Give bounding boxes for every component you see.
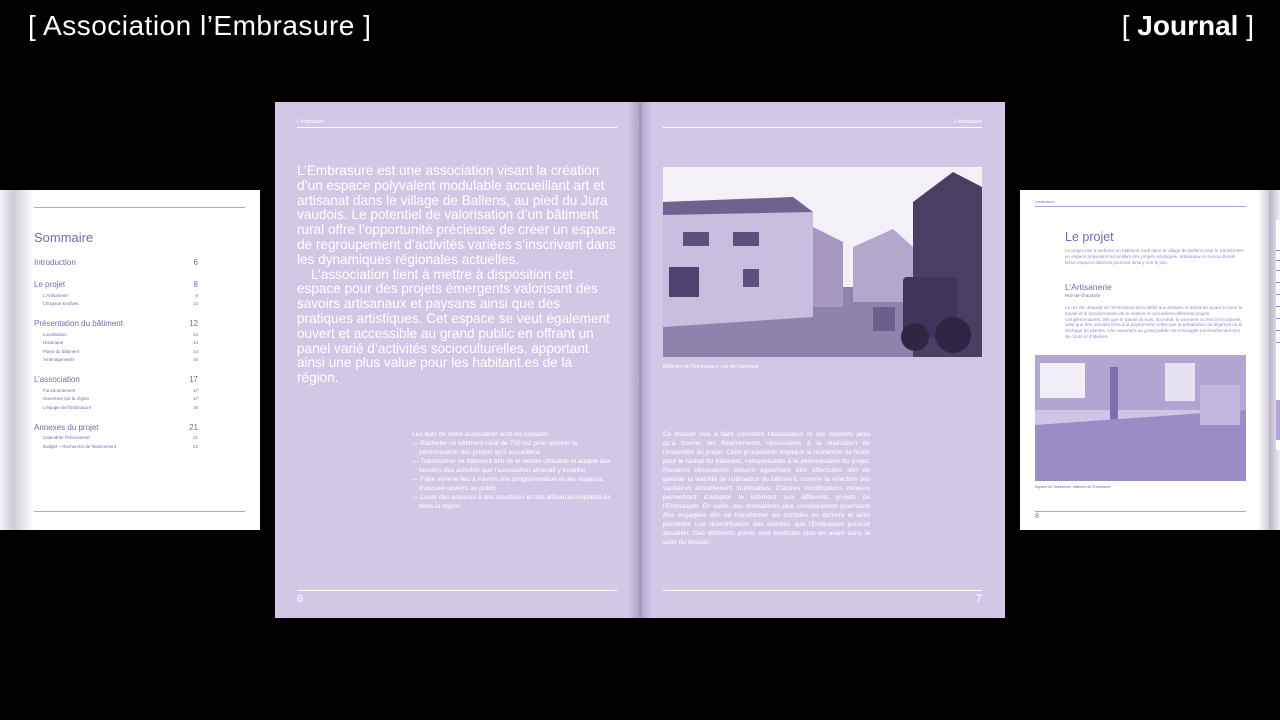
toc-subsection-page: 14 [192,348,198,354]
running-head: L’embrasure [1035,200,1055,204]
toc-section-page: 17 [189,375,198,384]
bottom-rule [34,511,245,512]
toc-subsection[interactable] [34,349,198,354]
building-photo-illustration [663,167,982,357]
toc-section-page: 6 [193,258,198,267]
previous-spread[interactable] [0,190,260,530]
toc-section-label: Le projet [34,280,66,289]
toc-section[interactable] [34,280,198,289]
next-page-text-edge [1276,220,1280,450]
toc-subsection-label: L’équipe de l’Embrasure [43,404,92,410]
building-photo [663,167,982,357]
toc-subsection-page: 22 [192,443,198,449]
bottom-rule-right [663,590,982,591]
top-rule-right [663,127,982,128]
journal-bracket-open: [ [1121,10,1130,41]
journal-link[interactable] [1122,10,1254,42]
site-title[interactable]: [ Association l’Embrasure ] [28,10,372,41]
current-spread[interactable] [275,102,1005,618]
association-goals [412,430,612,511]
toc-subsection[interactable] [34,435,198,440]
running-head-right: L’embrasure [954,119,982,125]
toc-subsection-page: 12 [192,331,198,337]
toc-subsection-label: Aménagements [43,357,75,362]
toc-subsection-label: Historique [43,340,64,345]
toc-subsection[interactable] [34,301,198,306]
bottom-rule [1035,511,1246,512]
next-spread[interactable] [1020,190,1280,530]
spread-fold [627,102,653,618]
toc-subsection[interactable] [34,357,198,362]
page-number-left: 6 [297,593,304,605]
photo-caption: Bâtiment de l’Embrasure, vue de l’extérieur [663,364,759,370]
toc-subsection[interactable] [34,405,198,410]
goal-item: — Racheter un bâtiment rural de 700 m2 pour assurer la pérennisation des projets qu’il accueillera [412,440,578,456]
subsection-note: Rez-de-chaussée [1065,293,1101,298]
toc-section[interactable] [34,423,198,432]
toc-subsection-label: L’Espace Endives [43,301,79,306]
intro-paragraph-1: L’Embrasure est une association visant la création d’un espace polyvalent modulable accueillant art et artisanat dans le village de Ballens, au pied du Jura vaudois. Le potentiel de valorisation d’un bâtiment rural offre l’opportunité précieuse de créer un espace de regroupement d’activités variées s’inscrivant dans les dynamiques régionales actuelles. [297,163,616,267]
toc-subsection-page: 17 [192,387,198,393]
page-gutter [0,190,34,530]
toc-subsection-label: Localisation [43,331,67,337]
toc-subsection-page: 9 [195,292,198,298]
intro-text [297,164,617,386]
dossier-text: Ce dossier vise à faire connaître l’association et ses objectifs ainsi qu’à trouver les financements nécessaires à la réalisation de l’ensemble du projet. Cette prospection implique la recherche de fonds pour le rachat du bâtiment, indispensable à la pérennisation du projet. Plusieurs rénovations doivent également être effectuées afin de garantir la viabilité de l’utilisation du bâtiment, comme la réfection des sanitaires actuellement inutilisables. D’autres modifications mineurs permettront d’adapter le bâtiment aux différents projets de l’Embrasure. En outre, des rénovations plus conséquentes pourraient être engagées afin de transformer les combles en dortoirs et ainsi permettre une diversification des activités que l’Embrasure pourrait accueillir. Ces différents points sont explicités plus en avant dans la suite du dossier. [663,431,870,546]
top-rule [1035,206,1246,207]
toc-subsection-page: 13 [192,340,198,345]
section-intro: Le projet vise à racheter un bâtiment rural dans le village de Ballens pour le transformer en espace polyvalent accueillant des projets artistiques, artisanaux et socioculturels. Deux espaces distincts pourront ainsi y voir le jour. [1065,248,1244,265]
goals-intro: Les buts de notre association sont les suivants: [412,431,551,438]
toc-subsection-label: Calendrier Prévisionnel [43,435,90,440]
toc-subsection-label: Budget – Recherche de financement [43,443,117,449]
toc-section[interactable] [34,319,198,328]
photo-caption: Espace de l’Artisanerie, bâtiment de l’Embrasure [1035,485,1111,489]
toc-subsection-page: 10 [192,301,198,306]
toc-subsection[interactable] [34,388,198,393]
toc-subsection-label: L’Artisanerie [43,292,68,298]
table-of-contents [34,258,198,449]
top-rule-left [297,127,617,128]
toc-subsection-page: 21 [192,435,198,440]
workshop-photo [1035,355,1246,481]
goal-item: — Faire vivre le lieu à travers une programmation et des espaces d’accueil ouverts au public. [412,476,603,492]
goal-item: — Transformer ce bâtiment afin de le rendre utilisable et adapté aux besoins des activités que l’association aimerait y installer. [412,458,611,474]
toc-subsection-label: Plans du bâtiment [43,348,80,354]
toc-subsection[interactable] [34,340,198,345]
toc-subsection[interactable] [34,293,198,298]
toc-section-label: Présentation du bâtiment [34,319,123,328]
toc-section-label: L’association [34,375,80,384]
toc-section-label: Introduction [34,258,76,267]
toc-subsection-label: Fonctionnement [43,387,76,393]
section-title: Le projet [1065,230,1114,244]
toc-subsection-label: Ouverture sur la région [43,396,90,401]
bottom-rule-left [297,590,617,591]
toc-subsection-page: 17 [192,396,198,401]
toc-subsection-page: 16 [192,357,198,362]
top-rule [34,207,245,208]
toc-subsection[interactable] [34,444,198,449]
page-number: 8 [1035,513,1039,520]
toc-subsection[interactable] [34,396,198,401]
toc-section-page: 12 [189,319,198,328]
toc-subsection[interactable] [34,332,198,337]
page-number-right: 7 [975,593,982,605]
toc-subsection-page: 18 [192,404,198,410]
workshop-photo-illustration [1035,355,1246,481]
toc-section-page: 21 [189,422,198,432]
toc-section[interactable] [34,375,198,384]
toc-section[interactable] [34,258,198,267]
subsection-title: L’Artisanerie [1065,282,1112,292]
toc-section-label: Annexes du projet [34,422,99,432]
journal-bracket-close: ] [1246,10,1254,41]
journal-label: Journal [1137,10,1239,41]
subsection-text: Le rez de chaussé de l’Embrasure sera dédié aux artisans et artisanes ayant à coeur le travail et la transformation de la matière et accueillera différents projets complémentaires, tels que le travail du bois, du métal, la vannerie ou encore la poterie, ainsi que des activités liées à la paysannerie telles que la préparation de légumes ou le séchage de plantes. Une ouverture au grand public est envisagée ponctuellement lors de cours et d’ateliers. [1065,305,1243,339]
running-head-left: L’embrasure [297,119,325,125]
intro-paragraph-2: L’association tient à mettre à disposition cet espace pour des projets émergents valorisant des savoirs artisanaux et paysans ainsi que des pratiques artistiques. Cet espace se veut également ouvert et accessible au grand public en offrant un panel varié d’activités socioculturelles, apportant ainsi une plus value pour les habitant.es de la région. [297,266,610,386]
goal-item: — Louer des espaces à des structures et des artisan.es implanté.es dans la région. [412,494,611,510]
toc-section-page: 8 [193,280,198,289]
sommaire-title: Sommaire [34,230,94,245]
